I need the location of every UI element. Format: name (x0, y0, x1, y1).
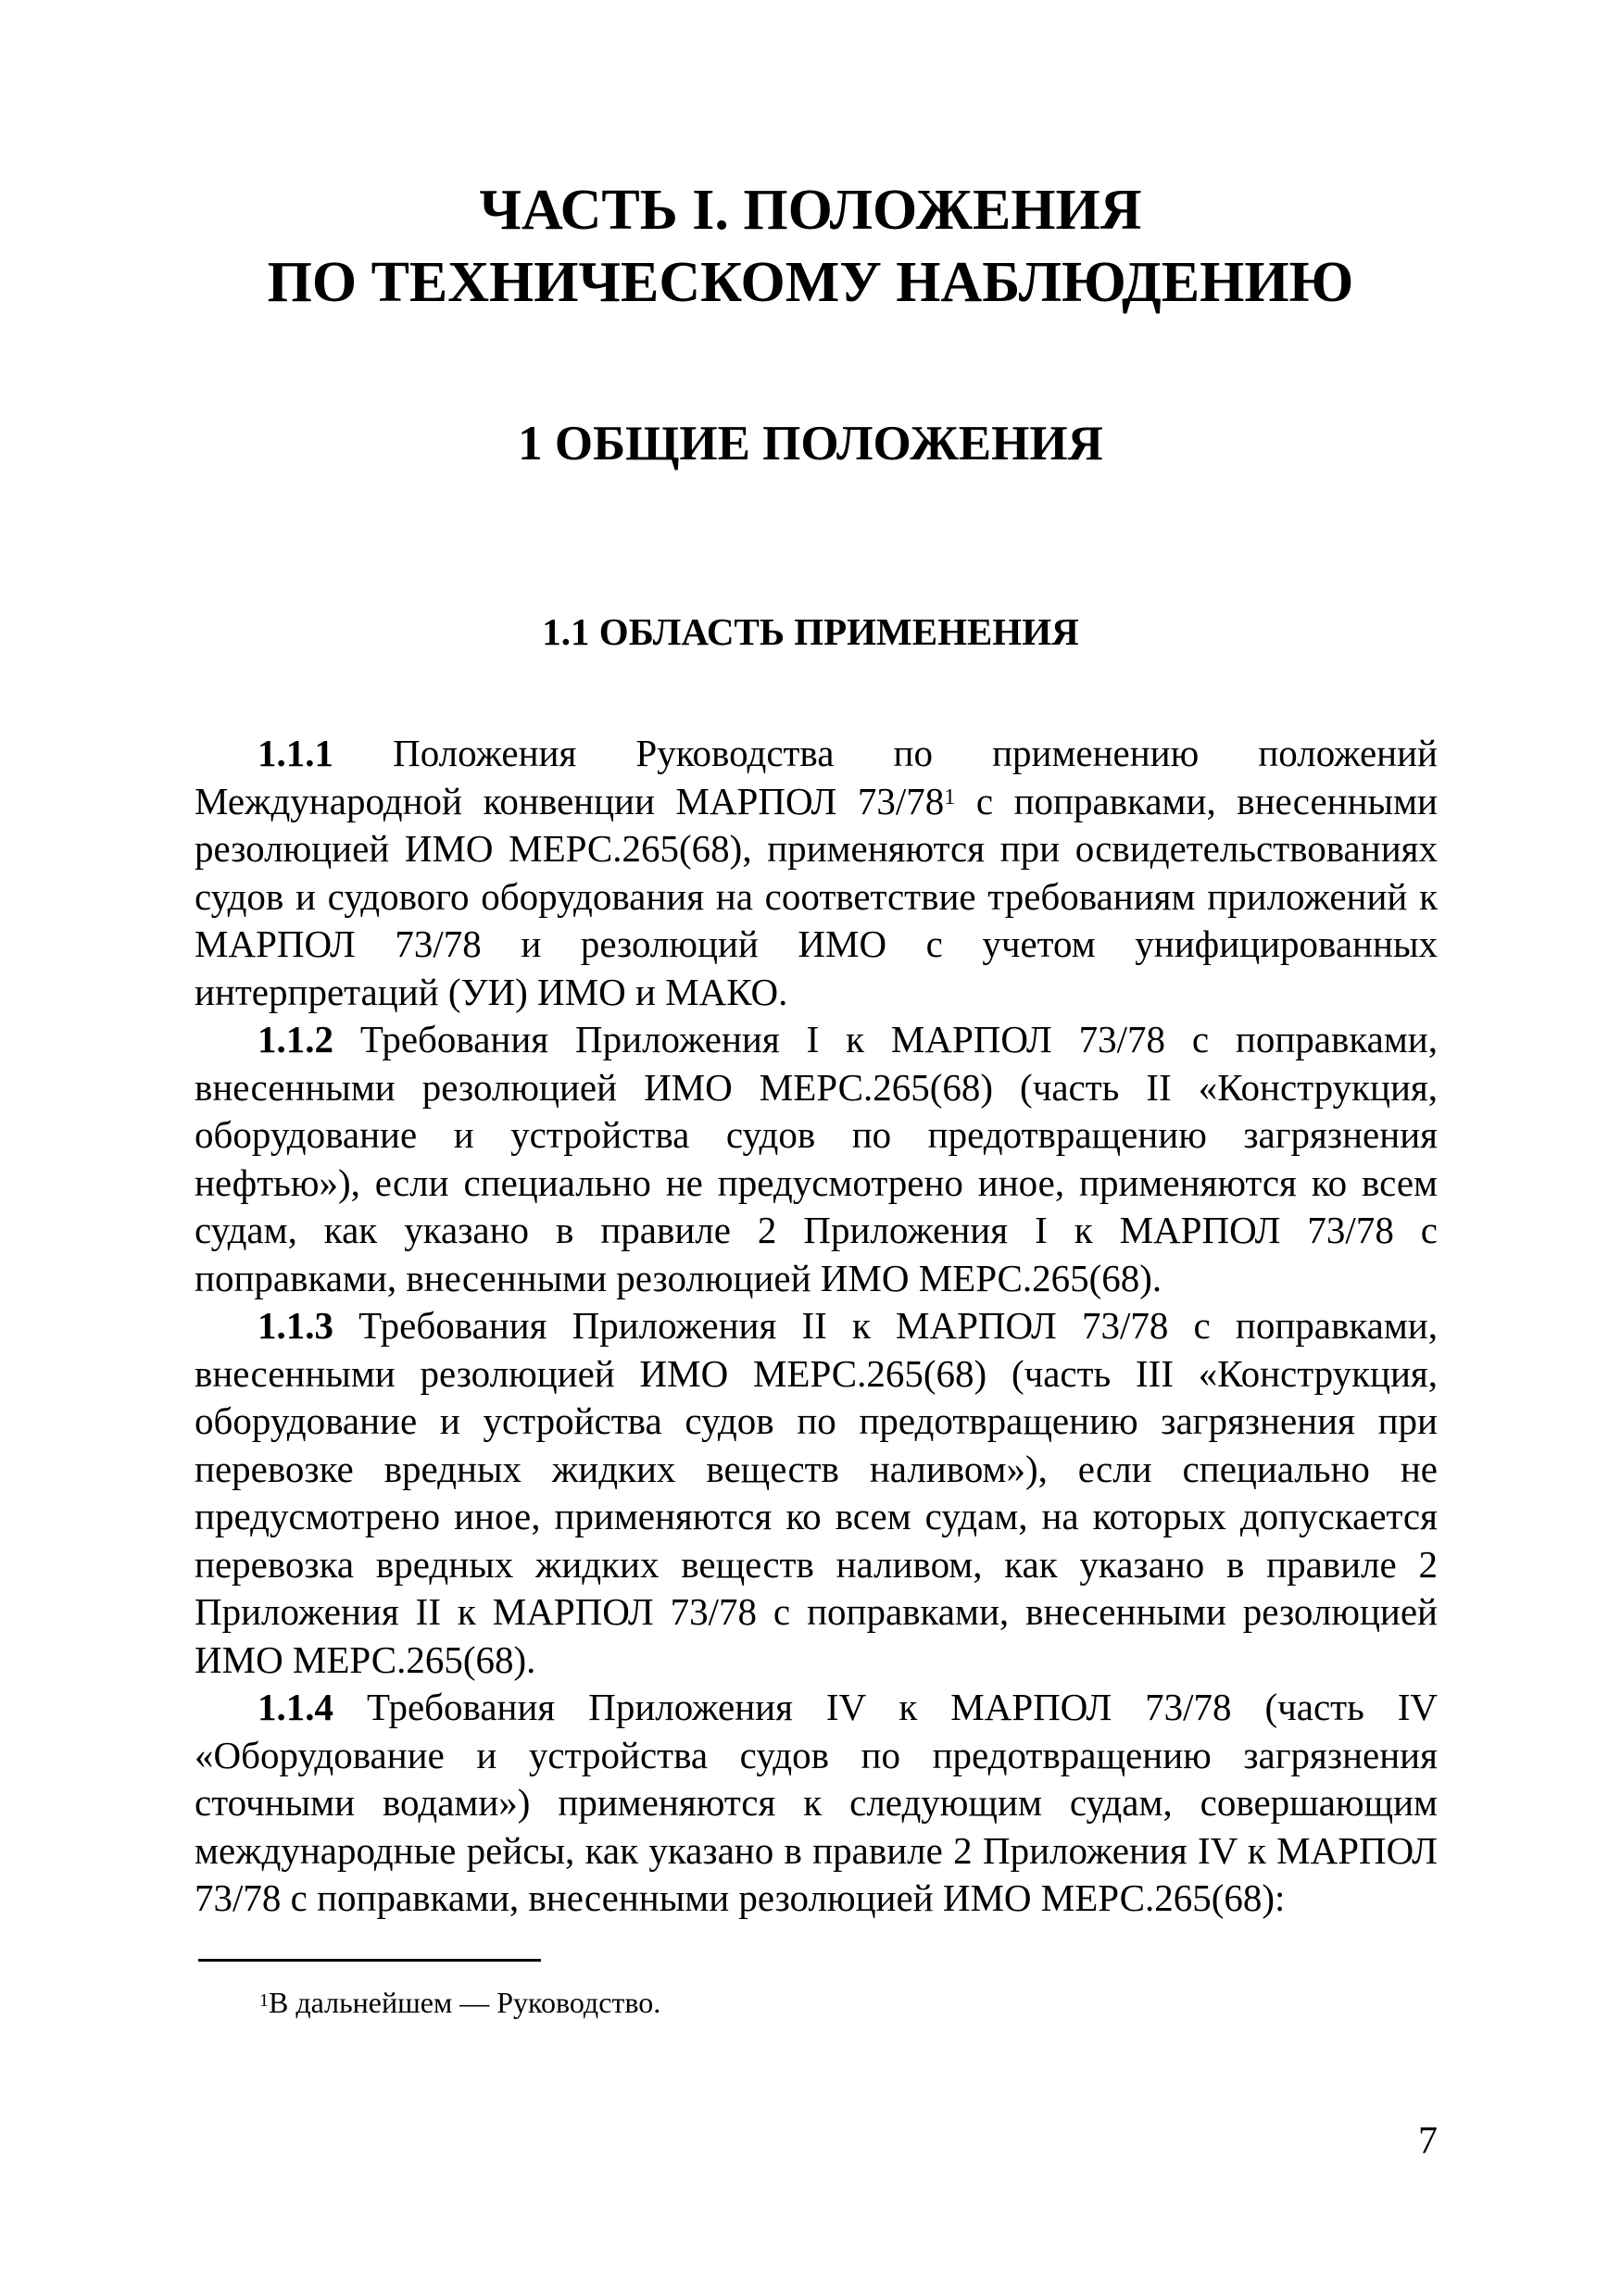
paragraph-1-1-1 (195, 730, 1438, 1016)
paragraph-text-continued: с поправками, внесенными резолюцией ИМО МЕРС.265(68), применяются при освидетельствованиях судов и судового оборудования на соответствие требованиям приложений к МАРПОЛ 73/78 и резолюций ИМО с учетом унифицированных интерпретаций (УИ) ИМО и МАКО. (195, 779, 1438, 1013)
paragraph-1-1-4 (195, 1684, 1438, 1923)
paragraph-text: Положения Руководства по применению положений Международной конвенции МАРПОЛ 73/78 (195, 732, 1438, 822)
paragraph-1-1-3 (195, 1302, 1438, 1684)
footnote (259, 1982, 660, 2023)
paragraph-number: 1.1.3 (258, 1304, 333, 1347)
footnote-mark: 1 (259, 1990, 269, 2011)
part-title-line-2: ПО ТЕХНИЧЕСКОМУ НАБЛЮДЕНИЮ (267, 251, 1354, 314)
paragraph-number: 1.1.2 (258, 1018, 333, 1060)
footnote-reference: 1 (944, 784, 956, 809)
part-title (0, 174, 1621, 319)
chapter-title: 1 ОБЩИЕ ПОЛОЖЕНИЯ (518, 417, 1103, 470)
part-title-line-1: ЧАСТЬ I. ПОЛОЖЕНИЯ (479, 179, 1142, 242)
footnote-divider (198, 1959, 541, 1962)
section-title: 1.1 ОБЛАСТЬ ПРИМЕНЕНИЯ (542, 610, 1079, 653)
footnote-text: В дальнейшем — Руководство. (269, 1986, 661, 2019)
paragraph-1-1-2 (195, 1016, 1438, 1302)
body-text (195, 730, 1438, 1923)
paragraph-text: Требования Приложения I к МАРПОЛ 73/78 с поправками, внесенными резолюцией ИМО МЕРС.265(68) (часть II «Конструкция, оборудование и устройства судов по предотвращению загрязнения нефтью»), если специально не предусмотрено иное, применяются ко всем судам, как указано в правиле 2 Приложения I к МАРПОЛ 73/78 с поправками, внесенными резолюцией ИМО МЕРС.265(68). (195, 1018, 1438, 1299)
paragraph-number: 1.1.4 (258, 1686, 333, 1728)
page-number: 7 (1418, 2120, 1438, 2163)
paragraph-number: 1.1.1 (258, 732, 333, 774)
paragraph-text: Требования Приложения II к МАРПОЛ 73/78 с поправками, внесенными резолюцией ИМО МЕРС.265(68) (часть III «Конструкция, оборудование и устройства судов по предотвращению загрязнения при перевозке вредных жидких веществ наливом»), если специально не предусмотрено иное, применяются ко всем судам, на которых допускается перевозка вредных жидких веществ наливом, как указано в правиле 2 Приложения II к МАРПОЛ 73/78 с поправками, внесенными резолюцией ИМО МЕРС.265(68). (195, 1304, 1438, 1681)
paragraph-text: Требования Приложения IV к МАРПОЛ 73/78 (часть IV «Оборудование и устройства судов по предотвращению загрязнения сточными водами») применяются к следующим судам, совершающим международные рейсы, как указано в правиле 2 Приложения IV к МАРПОЛ 73/78 с поправками, внесенными резолюцией ИМО МЕРС.265(68): (195, 1686, 1438, 1919)
